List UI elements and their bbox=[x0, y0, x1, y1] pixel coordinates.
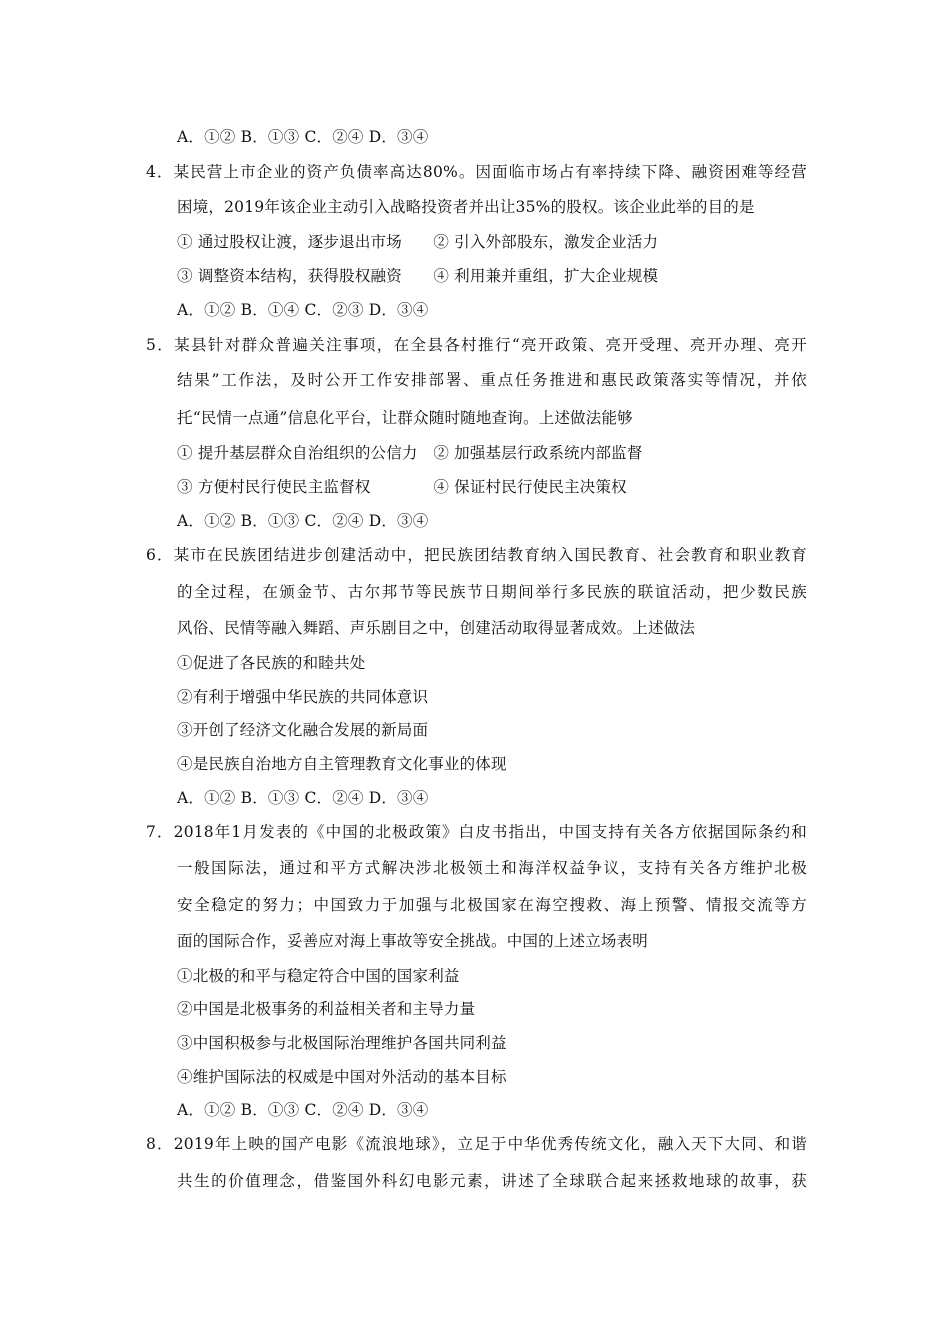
q6-option-3: ③开创了经济文化融合发展的新局面 bbox=[177, 721, 429, 739]
q4-answer-choices: A．①② B．①④ C．②③ D．③④ bbox=[177, 301, 429, 319]
q6-option-4: ④是民族自治地方自主管理教育文化事业的体现 bbox=[177, 755, 507, 773]
q5-stem-line-3: 托“民情一点通”信息化平台，让群众随时随地查询。上述做法能够 bbox=[177, 409, 633, 427]
q5-stem-line-1: 5．某县针对群众普遍关注事项，在全县各村推行“亮开政策、亮开受理、亮开办理、亮开 bbox=[146, 336, 807, 354]
q5-option-line-2: ③ 方便村民行使民主监督权 ④ 保证村民行使民主决策权 bbox=[177, 478, 627, 496]
q8-stem-line-1: 8．2019年上映的国产电影《流浪地球》，立足于中华优秀传统文化，融入天下大同、和谐 bbox=[146, 1135, 807, 1153]
q7-option-2: ②中国是北极事务的利益相关者和主导力量 bbox=[177, 1000, 476, 1018]
q5-stem-line-2: 结果”工作法，及时公开工作安排部署、重点任务推进和惠民政策落实等情况，并依 bbox=[177, 371, 807, 389]
q8-stem-line-2: 共生的价值理念，借鉴国外科幻电影元素，讲述了全球联合起来拯救地球的故事，获 bbox=[177, 1172, 807, 1190]
q6-stem-line-1: 6．某市在民族团结进步创建活动中，把民族团结教育纳入国民教育、社会教育和职业教育 bbox=[146, 546, 807, 564]
q6-option-2: ②有利于增强中华民族的共同体意识 bbox=[177, 688, 429, 706]
q4-stem-line-2: 困境，2019年该企业主动引入战略投资者并出让35%的股权。该企业此举的目的是 bbox=[177, 198, 755, 216]
q7-stem-line-4: 面的国际合作，妥善应对海上事故等安全挑战。中国的上述立场表明 bbox=[177, 932, 649, 950]
q7-stem-line-3: 安全稳定的努力；中国致力于加强与北极国家在海空搜救、海上预警、情报交流等方 bbox=[177, 896, 807, 914]
q7-option-4: ④维护国际法的权威是中国对外活动的基本目标 bbox=[177, 1068, 507, 1086]
q6-answer-choices: A．①② B．①③ C．②④ D．③④ bbox=[177, 789, 429, 807]
q4-stem-line-1: 4．某民营上市企业的资产负债率高达80%。因面临市场占有率持续下降、融资困难等经营 bbox=[146, 163, 807, 181]
q5-answer-choices: A．①② B．①③ C．②④ D．③④ bbox=[177, 512, 429, 530]
q7-answer-choices: A．①② B．①③ C．②④ D．③④ bbox=[177, 1101, 429, 1119]
q6-stem-line-3: 风俗、民情等融入舞蹈、声乐剧目之中，创建活动取得显著成效。上述做法 bbox=[177, 619, 696, 637]
q7-stem-line-1: 7．2018年1月发表的《中国的北极政策》白皮书指出，中国支持有关各方依据国际条约和 bbox=[146, 823, 807, 841]
q7-stem-line-2: 一般国际法，通过和平方式解决涉北极领土和海洋权益争议，支持有关各方维护北极 bbox=[177, 859, 807, 877]
q3-answer-choices: A．①② B．①③ C．②④ D．③④ bbox=[177, 128, 429, 146]
q7-option-3: ③中国积极参与北极国际治理维护各国共同利益 bbox=[177, 1034, 507, 1052]
q4-option-line-2: ③ 调整资本结构，获得股权融资 ④ 利用兼并重组，扩大企业规模 bbox=[177, 267, 659, 285]
q6-option-1: ①促进了各民族的和睦共处 bbox=[177, 654, 366, 672]
q6-stem-line-2: 的全过程，在颁金节、古尔邦节等民族节日期间举行多民族的联谊活动，把少数民族 bbox=[177, 583, 807, 601]
q5-option-line-1: ① 提升基层群众自治组织的公信力 ② 加强基层行政系统内部监督 bbox=[177, 444, 643, 462]
q7-option-1: ①北极的和平与稳定符合中国的国家利益 bbox=[177, 967, 460, 985]
q4-option-line-1: ① 通过股权让渡，逐步退出市场 ② 引入外部股东，激发企业活力 bbox=[177, 233, 659, 251]
